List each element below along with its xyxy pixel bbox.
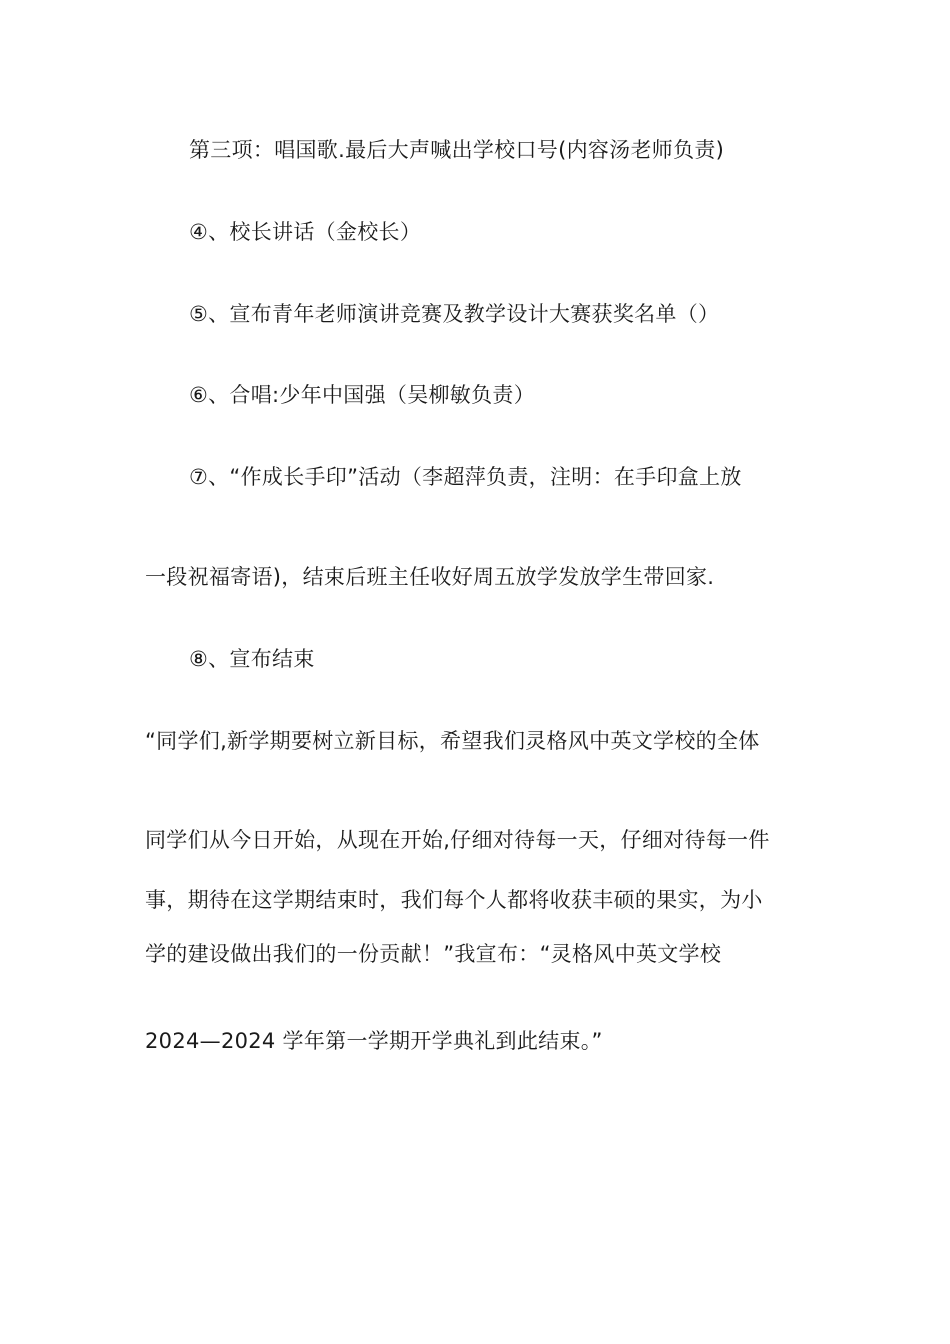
agenda-item-award-announcement: ⑤、宣布青年老师演讲竞赛及教学设计大赛获奖名单（） (189, 302, 720, 326)
closing-speech-line: “同学们,新学期要树立新目标，希望我们灵格风中英文学校的全体 (145, 729, 760, 753)
closing-speech-final-line: 2024—2024 学年第一学期开学典礼到此结束。” (145, 1029, 603, 1053)
closing-speech-line: 事，期待在这学期结束时，我们每个人都将收获丰硕的果实，为小 (145, 888, 763, 912)
agenda-item-closing: ⑧、宣布结束 (189, 647, 315, 671)
closing-speech-line: 学的建设做出我们的一份贡献！”我宣布：“灵格风中英文学校 (145, 942, 722, 966)
closing-speech-line: 同学们从今日开始，从现在开始,仔细对待每一天，仔细对待每一件 (145, 828, 770, 852)
agenda-item-chorus: ⑥、合唱:少年中国强（吴柳敏负责） (189, 383, 535, 407)
agenda-item-handprint-continuation: 一段祝福寄语)，结束后班主任收好周五放学发放学生带回家. (145, 565, 715, 589)
agenda-item-principal-speech: ④、校长讲话（金校长） (189, 220, 422, 244)
agenda-item-national-anthem: 第三项：唱国歌.最后大声喊出学校口号(内容汤老师负责) (189, 138, 725, 162)
agenda-item-handprint-activity: ⑦、“作成长手印”活动（李超萍负责，注明：在手印盒上放 (189, 465, 742, 489)
